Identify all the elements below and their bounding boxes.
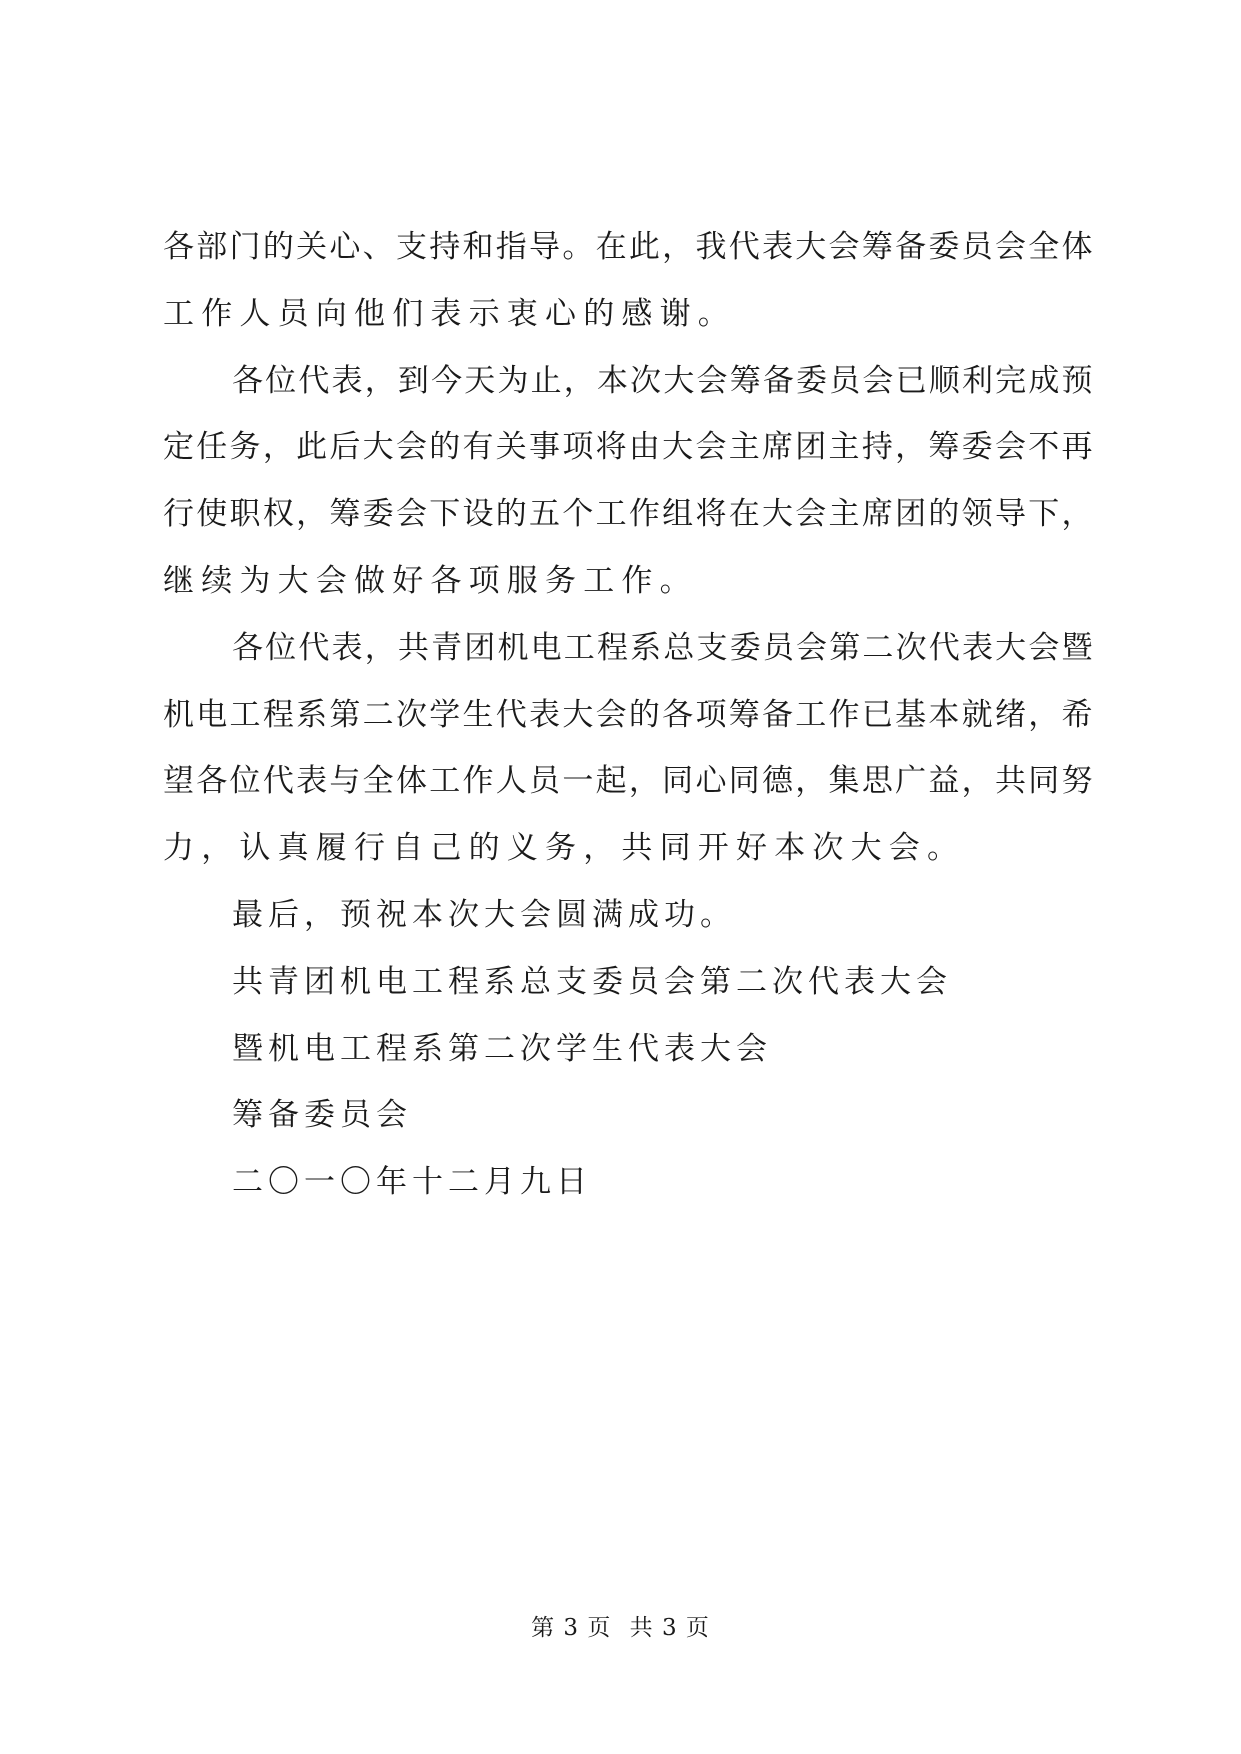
signature-organization: 共青团机电工程系总支委员会第二次代表大会 xyxy=(232,963,952,1000)
signature-date: 二〇一〇年十二月九日 xyxy=(232,1164,592,1201)
body-line: 行使职权，筹委会下设的五个工作组将在大会主席团的领导下， xyxy=(163,496,1093,533)
body-line: 望各位代表与全体工作人员一起，同心同德，集思广益，共同努 xyxy=(163,763,1093,800)
body-line: 工作人员向他们表示衷心的感谢。 xyxy=(163,295,736,332)
body-line: 各位代表，共青团机电工程系总支委员会第二次代表大会暨 xyxy=(232,629,1093,666)
page-number-total: 共 3 页 xyxy=(629,1615,710,1641)
page-number-current: 第 3 页 xyxy=(531,1615,612,1641)
body-line: 定任务，此后大会的有关事项将由大会主席团主持，筹委会不再 xyxy=(163,429,1093,466)
body-line: 各部门的关心、支持和指导。在此，我代表大会筹备委员会全体 xyxy=(163,229,1093,265)
document-body xyxy=(163,227,1093,1229)
body-line: 力，认真履行自己的义务，共同开好本次大会。 xyxy=(163,830,966,867)
signature-organization-cont: 暨机电工程系第二次学生代表大会 xyxy=(232,1030,772,1067)
body-line: 继续为大会做好各项服务工作。 xyxy=(163,562,698,599)
body-line: 各位代表，到今天为止，本次大会筹备委员会已顺利完成预 xyxy=(232,362,1093,399)
closing-wish: 最后，预祝本次大会圆满成功。 xyxy=(232,896,736,933)
body-line: 机电工程系第二次学生代表大会的各项筹备工作已基本就绪，希 xyxy=(163,696,1093,733)
page-footer xyxy=(0,1613,1241,1643)
signature-committee: 筹备委员会 xyxy=(232,1097,412,1134)
